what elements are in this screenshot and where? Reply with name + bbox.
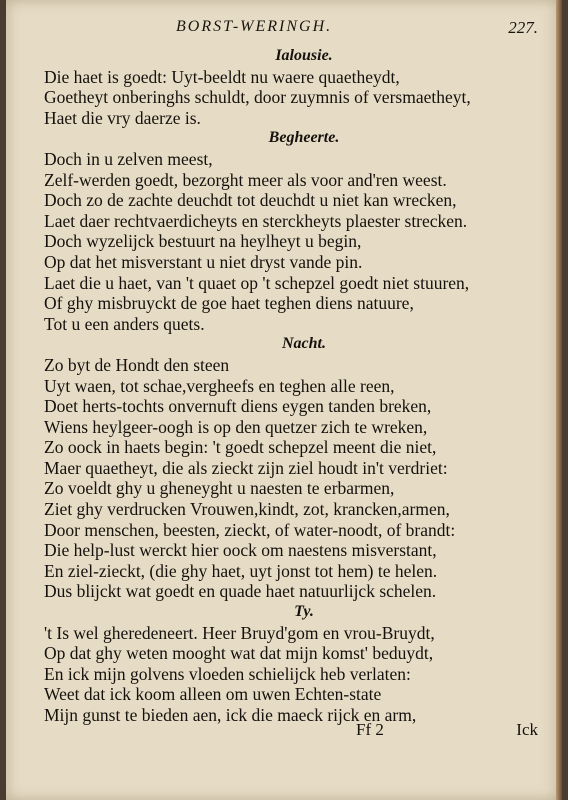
verse-line: 't Is wel gheredeneert. Heer Bruyd'gom en vrou-Bruydt, bbox=[44, 622, 435, 643]
verse-line: Op dat ghy weten mooght wat dat mijn komst' beduydt, bbox=[44, 643, 434, 664]
verse-line: Zelf-werden goedt, bezorght meer als voor and'ren weest. bbox=[44, 169, 447, 190]
verse-line: Ziet ghy verdrucken Vrouwen,kindt, zot, krancken,armen, bbox=[44, 499, 450, 520]
verse-line: Doet herts-tochts onvernuft diens eygen tanden breken, bbox=[44, 396, 432, 417]
verse-line: Die haet is goedt: Uyt-beeldt nu waere quaetheydt, bbox=[44, 66, 400, 87]
verse-line: Wiens heylgeer-oogh is op den quetzer zich te wreken, bbox=[44, 416, 428, 437]
verse-line: Die help-lust werckt hier oock om naestens misverstant, bbox=[44, 540, 437, 561]
signature-mark: Ff 2 bbox=[356, 720, 384, 739]
verse-line: Op dat het misverstant u niet dryst vande pin. bbox=[44, 251, 363, 272]
verse-line: Dus blijckt wat goedt en quade haet natuurlijck schelen. bbox=[44, 581, 437, 602]
book-page bbox=[6, 0, 562, 800]
poem-text bbox=[44, 46, 544, 726]
page-header bbox=[6, 18, 562, 40]
verse-line: Mijn gunst te bieden aen, ick die maeck rijck en arm, bbox=[44, 705, 417, 725]
running-title: BORST-WERINGH. bbox=[176, 18, 333, 35]
catchword: Ick bbox=[516, 720, 538, 739]
verse-line: Maer quaetheyt, die als zieckt zijn ziel houdt in't verdriet: bbox=[44, 457, 448, 478]
page-footer bbox=[6, 720, 562, 742]
verse-line: En ziel-zieckt, (die ghy haet, uyt jonst tot hem) te helen. bbox=[44, 560, 438, 581]
verse-line: Doch in u zelven meest, bbox=[44, 148, 213, 169]
verse-line: Door menschen, beesten, zieckt, of water-noodt, of brandt: bbox=[44, 519, 456, 540]
verse-line: Zo voeldt ghy u gheneyght u naesten te erbarmen, bbox=[44, 478, 395, 499]
verse-line: Goetheyt onberinghs schuldt, door zuymnis of versmaetheyt, bbox=[44, 87, 471, 108]
section-heading: Nacht. bbox=[282, 335, 326, 353]
page-number: 227. bbox=[508, 18, 538, 37]
section-heading: Ty. bbox=[294, 603, 314, 621]
verse-line: Weet dat ick koom alleen om uwen Echten-state bbox=[44, 684, 382, 705]
verse-line: Laet daer rechtvaerdicheyts en sterckheyts plaester strecken. bbox=[44, 210, 468, 231]
verse-line: Doch wyzelijck bestuurt na heylheyt u begin, bbox=[44, 231, 362, 252]
verse-line: En ick mijn golvens vloeden schielijck heb verlaten: bbox=[44, 663, 411, 684]
verse-line: Laet die u haet, van 't quaet op 't schepzel goedt niet stuuren, bbox=[44, 272, 470, 293]
section-heading: Begheerte. bbox=[268, 129, 340, 147]
verse-line: Of ghy misbruyckt de goe haet teghen diens natuure, bbox=[44, 293, 414, 314]
verse-line: Tot u een anders quets. bbox=[44, 313, 205, 334]
verse-line: Uyt waen, tot schae,vergheefs en teghen alle reen, bbox=[44, 375, 395, 396]
verse-line: Zo byt de Hondt den steen bbox=[44, 354, 230, 375]
verse-line: Haet die vry daerze is. bbox=[44, 107, 201, 128]
page-edge bbox=[556, 0, 562, 800]
verse-line: Zo oock in haets begin: 't goedt schepzel meent die niet, bbox=[44, 437, 437, 458]
section-heading: Ialousie. bbox=[275, 47, 333, 64]
verse-line: Doch zo de zachte deuchdt tot deuchdt u niet kan wrecken, bbox=[44, 190, 457, 211]
